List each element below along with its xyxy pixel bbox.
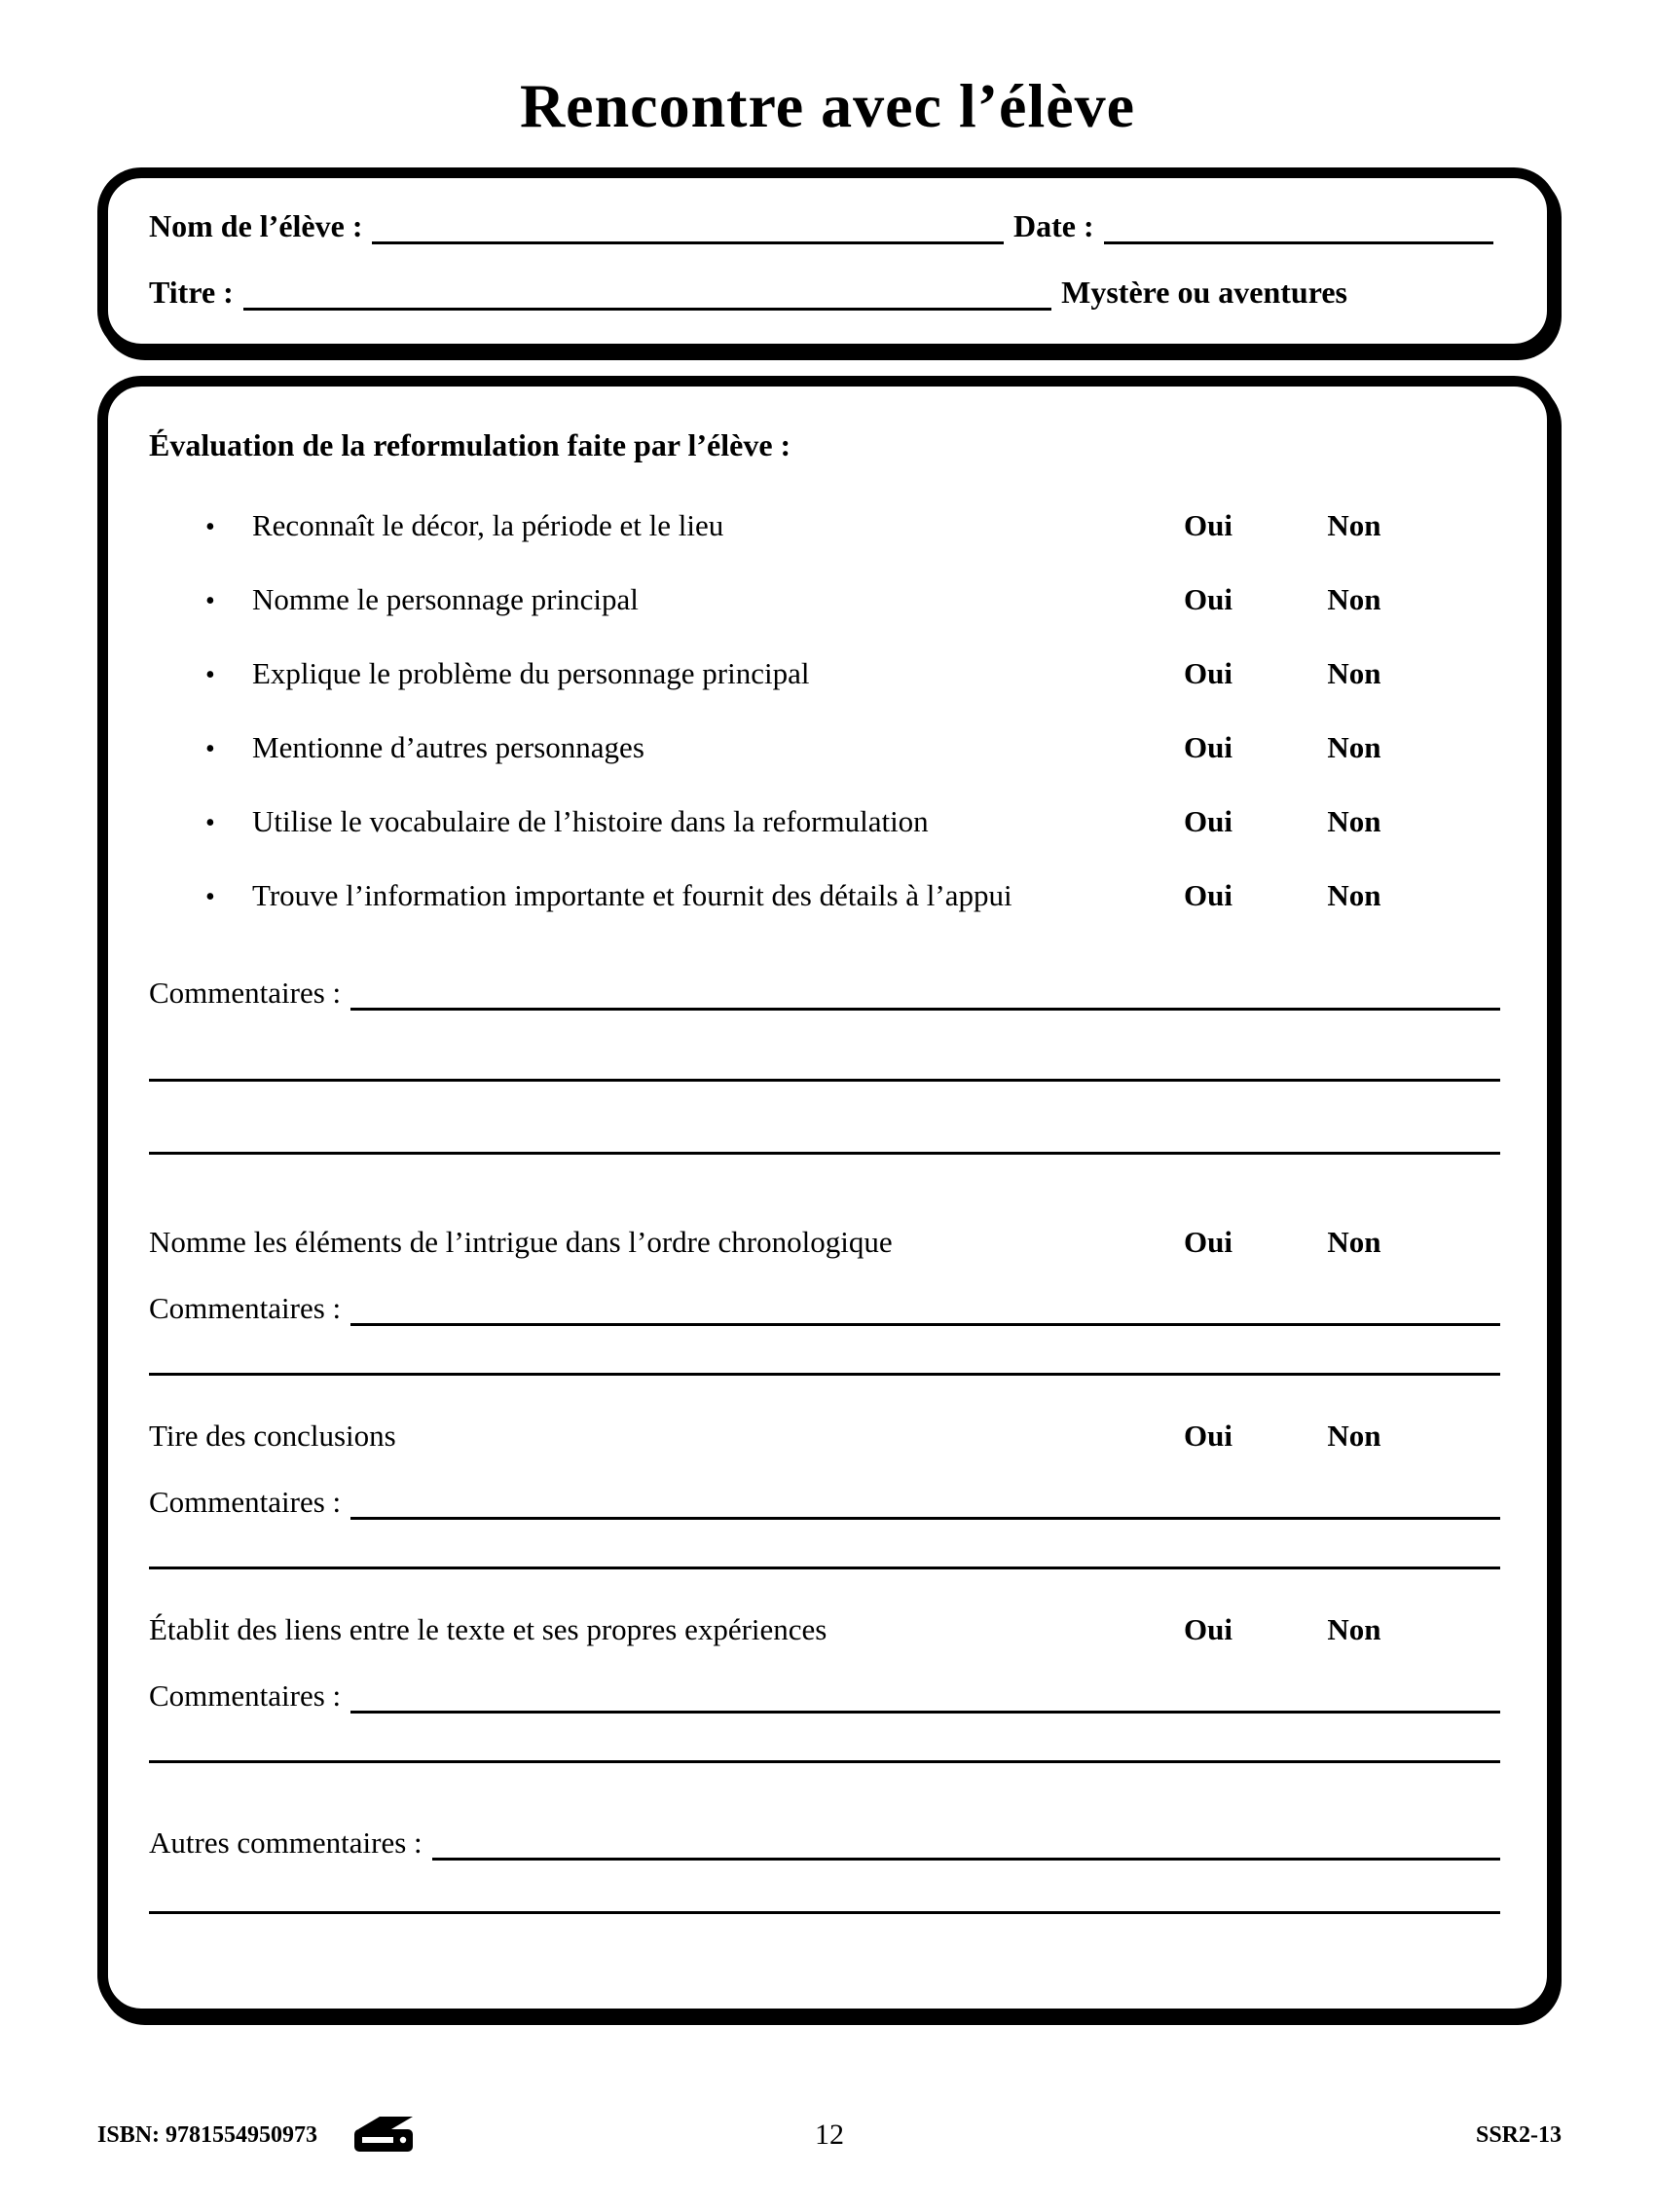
evaluation-heading: Évaluation de la reformulation faite par l’élève : <box>149 427 791 462</box>
evaluation-box <box>97 376 1558 2019</box>
blank-line <box>149 1567 1500 1569</box>
checklist-item-text: Trouve l’information importante et fournit des détails à l’appui <box>252 878 1012 912</box>
section-text: Nomme les éléments de l’intrigue dans l’ordre chronologique <box>149 1225 893 1259</box>
section-row <box>149 1419 1500 1454</box>
section-text: Tire des conclusions <box>149 1419 396 1453</box>
doc-code: SSR2-13 <box>1475 2121 1562 2148</box>
other-comments-row <box>149 1824 1500 1861</box>
checklist-item-text: Explique le problème du personnage principal <box>252 656 810 690</box>
no-option: Non <box>1327 582 1381 616</box>
title-row <box>149 274 1503 311</box>
isbn-text: ISBN: 9781554950973 <box>97 2121 318 2148</box>
checklist-item-text: Reconnaît le décor, la période et le lieu <box>252 508 724 542</box>
checklist-row <box>149 508 1500 543</box>
book-title-label: Titre : <box>149 275 234 310</box>
section-text: Établit des liens entre le texte et ses propres expériences <box>149 1612 828 1646</box>
photocopier-icon <box>350 2113 423 2157</box>
bullet-icon: • <box>205 660 215 690</box>
yes-option: Oui <box>1184 508 1232 542</box>
no-option: Non <box>1327 1419 1381 1453</box>
page-number: 12 <box>815 2119 844 2151</box>
other-comments-line <box>432 1824 1500 1861</box>
student-name-label: Nom de l’élève : <box>149 208 363 243</box>
comments-row <box>149 1483 1500 1520</box>
comments-line <box>350 1289 1500 1326</box>
student-info-box <box>97 167 1558 354</box>
no-option: Non <box>1327 508 1381 542</box>
yes-option: Oui <box>1184 878 1232 912</box>
section-row <box>149 1612 1500 1647</box>
no-option: Non <box>1327 656 1381 690</box>
comments-line <box>350 1677 1500 1714</box>
worksheet-page <box>0 70 1655 2019</box>
yes-option: Oui <box>1184 656 1232 690</box>
checklist-row <box>149 804 1500 839</box>
comments-label: Commentaires : <box>149 1291 342 1325</box>
page-title: Rencontre avec l’élève <box>519 71 1136 140</box>
date-label: Date : <box>1013 208 1094 243</box>
comments-row <box>149 974 1500 1011</box>
yes-option: Oui <box>1184 582 1232 616</box>
no-option: Non <box>1327 878 1381 912</box>
checklist-item-text: Nomme le personnage principal <box>252 582 639 616</box>
checklist-row <box>149 656 1500 691</box>
blank-line <box>149 1911 1500 1914</box>
student-name-line <box>372 207 1004 244</box>
comments-row <box>149 1677 1500 1714</box>
comments-line <box>350 1483 1500 1520</box>
bullet-icon: • <box>205 882 215 912</box>
page-footer <box>97 2113 1562 2157</box>
comments-row <box>149 1289 1500 1326</box>
no-option: Non <box>1327 1612 1381 1646</box>
checklist-item-text: Mentionne d’autres personnages <box>252 730 644 764</box>
yes-option: Oui <box>1184 804 1232 838</box>
bullet-icon: • <box>205 808 215 838</box>
yes-option: Oui <box>1184 1419 1232 1453</box>
genre-label: Mystère ou aventures <box>1061 275 1347 310</box>
checklist <box>149 508 1500 913</box>
comments-label: Commentaires : <box>149 1485 342 1519</box>
blank-line <box>149 1079 1500 1082</box>
no-option: Non <box>1327 730 1381 764</box>
blank-line <box>149 1373 1500 1376</box>
yes-option: Oui <box>1184 1225 1232 1259</box>
checklist-item-text: Utilise le vocabulaire de l’histoire dans la reformulation <box>252 804 929 838</box>
blank-line <box>149 1760 1500 1763</box>
bullet-icon: • <box>205 512 215 542</box>
bullet-icon: • <box>205 734 215 764</box>
no-option: Non <box>1327 804 1381 838</box>
yes-option: Oui <box>1184 730 1232 764</box>
comments-label: Commentaires : <box>149 976 342 1010</box>
comments-line <box>350 974 1500 1011</box>
other-comments-label: Autres commentaires : <box>149 1825 423 1860</box>
bullet-icon: • <box>205 586 215 616</box>
checklist-row <box>149 878 1500 913</box>
yes-option: Oui <box>1184 1612 1232 1646</box>
checklist-row <box>149 730 1500 765</box>
book-title-line <box>243 274 1051 311</box>
comments-label: Commentaires : <box>149 1678 342 1713</box>
section-row <box>149 1225 1500 1260</box>
checklist-row <box>149 582 1500 617</box>
name-date-row <box>149 207 1503 244</box>
date-line <box>1104 207 1493 244</box>
no-option: Non <box>1327 1225 1381 1259</box>
blank-line <box>149 1152 1500 1155</box>
